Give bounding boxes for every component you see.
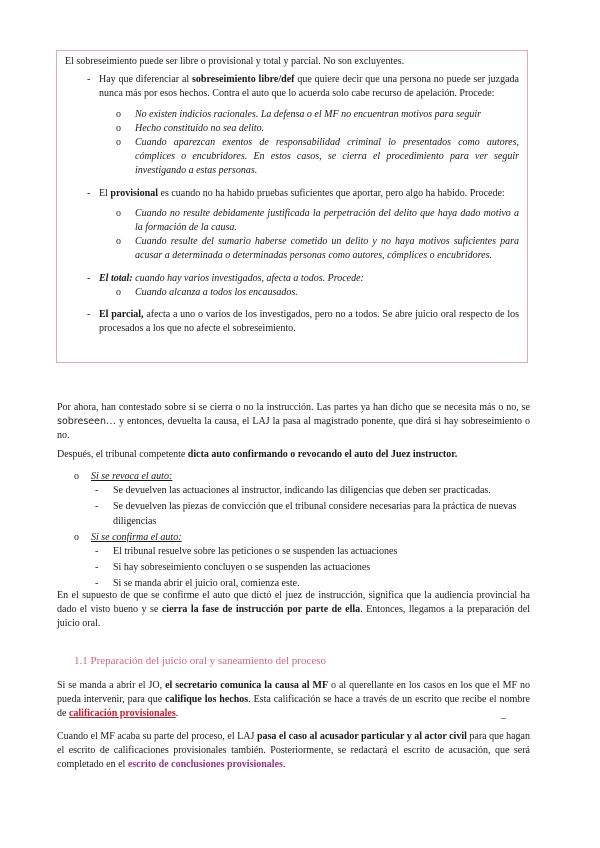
provisional-sublist bbox=[99, 207, 519, 264]
section-heading: 1.1 Preparación del juicio oral y saneamiento del proceso bbox=[74, 655, 326, 667]
total-item bbox=[65, 272, 519, 300]
list-item: - Se devuelven las actuaciones al instructor, indicando las diligencias que deben ser practicadas. bbox=[95, 485, 491, 497]
libre-sublist bbox=[99, 108, 519, 179]
parcial-item bbox=[65, 308, 519, 336]
revoca-heading: Si se revoca el auto: bbox=[91, 471, 173, 482]
confirma-heading: Si se confirma el auto: bbox=[91, 531, 182, 543]
revoca-list bbox=[91, 484, 530, 529]
calificacion-link[interactable]: calificación provisionales bbox=[68, 708, 176, 720]
sobreseimiento-box bbox=[56, 50, 528, 363]
list-item: - Si hay sobreseimiento concluyen o se suspenden las actuaciones bbox=[95, 562, 371, 574]
libre-item bbox=[65, 73, 519, 178]
parcial-text: El parcial, afecta a uno o varios de los investigados, pero no a todos. Se abre juicio oral respecto de los procesados a los que no afecte el sobreseimiento. bbox=[99, 309, 520, 335]
total-sublist bbox=[99, 286, 519, 300]
list-item: o Cuando aparezcan exentos de responsabilidad criminal lo presentados como autores, cómplices o encubridores. En estos casos, se cierra el procedimiento para ver seguir investigando a estas personas. bbox=[116, 137, 519, 177]
provisional-text: El provisional es cuando no ha habido pruebas suficientes que aportar, pero algo ha habido. Procede: bbox=[99, 187, 505, 199]
list-item: o Cuando alcanza a todos los encausados. bbox=[116, 286, 298, 298]
margin-mark: – bbox=[501, 713, 506, 724]
paragraph-supuesto: En el supuesto de que se confirme el auto que dictó el juez de instrucción, significa que la audiencia provincial ha dado el visto bueno y se cierra la fase de instrucción por parte de ella. Entonces, llegamos a la preparación del juicio oral. bbox=[57, 590, 530, 630]
paragraph-juicio-oral: Si se manda a abrir el JO, el secretario comunica la causa al MF o al querellante en los casos en los que el MF no pueda intervenir, para que califique los hechos. Esta calificación se hace a través de un escrito que recibe el nombre de calificación provisionales. bbox=[57, 680, 530, 720]
confirma-item: o Si se confirma el auto: - El tribunal resuelve sobre las peticiones o se suspenden las actuaciones - Si hay sobreseimiento concluyen o se suspenden las actuaciones - Si se manda abrir el juicio oral, comienza este. bbox=[57, 531, 530, 592]
list-item: - Se devuelven las piezas de convicción que el tribunal considere necesarias para la práctica de nuevas diligencias bbox=[95, 501, 517, 527]
dash-bullet: - bbox=[87, 272, 91, 284]
confirma-list bbox=[91, 545, 530, 592]
list-item: - El tribunal resuelve sobre las peticiones o se suspenden las actuaciones bbox=[95, 546, 398, 558]
list-item: o No existen indicios racionales. La defensa o el MF no encuentran motivos para seguir bbox=[116, 108, 482, 120]
conclusiones-link[interactable]: escrito de conclusiones provisionales bbox=[127, 759, 283, 771]
list-item: o Cuando no resulte debidamente justificada la perpetración del delito que haya dado motivo a la formación de la causa. bbox=[116, 207, 519, 234]
revoca-item: o Si se revoca el auto: - Se devuelven las actuaciones al instructor, indicando las diligencias que deben ser practicadas. - Se devuelven las piezas de convicción que el tribunal considere necesarias para la práctica de nuevas diligencias bbox=[57, 470, 530, 529]
list-item: - Si se manda abrir el juicio oral, comienza este. bbox=[95, 578, 300, 590]
paragraph-instruccion: Por ahora, han contestado sobre si se cierra o no la instrucción. Las partes ya han dicho que se necesita más o no, se sobreseen… y entonces, devuelta la causa, el LAJ la pasa al magistrado ponente, que dirá si hay sobreseimiento o no. bbox=[57, 402, 530, 442]
libre-text: Hay que diferenciar al sobreseimiento libre/def que quiere decir que una persona no puede ser juzgada nunca más por esos hechos. Contra el auto que lo acuerda solo cabe recurso de apelación. Procede: bbox=[99, 74, 519, 100]
provisional-item bbox=[65, 187, 519, 264]
list-item: o Hecho constituido no sea delito. bbox=[116, 122, 265, 134]
box-intro: El sobreseimiento puede ser libre o provisional y total y parcial. No son excluyentes. bbox=[65, 56, 405, 67]
dash-bullet: - bbox=[87, 187, 91, 199]
paragraph-tribunal: Después, el tribunal competente dicta auto confirmando o revocando el auto del Juez instructor. bbox=[57, 449, 458, 460]
list-item: o Cuando resulte del sumario haberse cometido un delito y no haya motivos suficientes para acusar a determinada o determinadas personas como autores, cómplices o encubridores. bbox=[116, 236, 519, 262]
total-text: El total: cuando hay varios investigados, afecta a todos. Procede: bbox=[99, 272, 364, 284]
dash-bullet: - bbox=[87, 74, 91, 86]
paragraph-mf: Cuando el MF acaba su parte del proceso, el LAJ pasa el caso al acusador particular y al actor civil para que hagan el escrito de calificaciones provisionales también. Posteriormente, se redactará el escrito de acusación, que será completado en el escrito de conclusiones provisionales. bbox=[57, 731, 530, 771]
auto-outcomes-list bbox=[57, 470, 530, 594]
dash-bullet: - bbox=[87, 309, 91, 321]
